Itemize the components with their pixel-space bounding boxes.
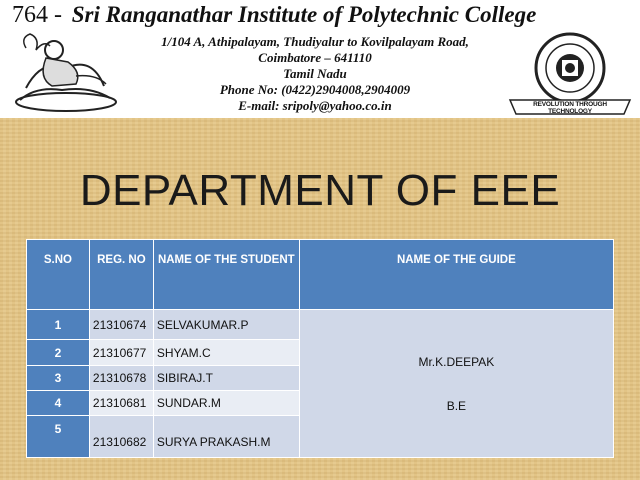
row-student-name: SURYA PRAKASH.M [153,416,299,458]
row-reg-no: 21310674 [89,310,153,340]
address-line-1: 1/104 A, Athipalayam, Thudiyalur to Kovilpalayam Road, [161,34,469,49]
row-reg-no: 21310678 [89,366,153,391]
college-title [12,2,628,29]
row-student-name: SUNDAR.M [153,391,299,416]
header-reg-no: REG. NO [89,240,153,310]
row-student-name: SHYAM.C [153,340,299,366]
address-line-3: Tamil Nadu [283,66,347,81]
row-sno: 2 [27,340,90,366]
guide-cell [299,310,613,458]
student-table [26,239,614,458]
row-sno: 5 [27,416,90,458]
email-line: E-mail: sripoly@yahoo.co.in [238,98,392,113]
row-sno: 4 [27,391,90,416]
header-sno: S.NO [27,240,90,310]
phone-line: Phone No: (0422)2904008,2904009 [219,82,411,97]
college-code: 764 - [12,2,62,28]
row-reg-no: 21310681 [89,391,153,416]
row-sno: 3 [27,366,90,391]
header-student-name: NAME OF THE STUDENT [153,240,299,310]
guide-name: Mr.K.DEEPAK [418,354,495,369]
institute-emblem [506,30,634,116]
row-reg-no: 21310682 [89,416,153,458]
department-title: DEPARTMENT OF EEE [79,166,561,215]
row-reg-no: 21310677 [89,340,153,366]
address-line-2: Coimbatore – 641110 [258,50,372,65]
row-student-name: SIBIRAJ.T [153,366,299,391]
college-name: Sri Ranganathar Institute of Polytechnic College [71,2,537,27]
header-guide-name: NAME OF THE GUIDE [299,240,613,310]
college-header [0,0,640,118]
row-sno: 1 [27,310,90,340]
row-student-name: SELVAKUMAR.P [153,310,299,340]
emblem-motto: REVOLUTION THROUGH TECHNOLOGY [533,101,607,115]
guide-qualification: B.E [446,398,467,413]
table-row [27,310,614,340]
